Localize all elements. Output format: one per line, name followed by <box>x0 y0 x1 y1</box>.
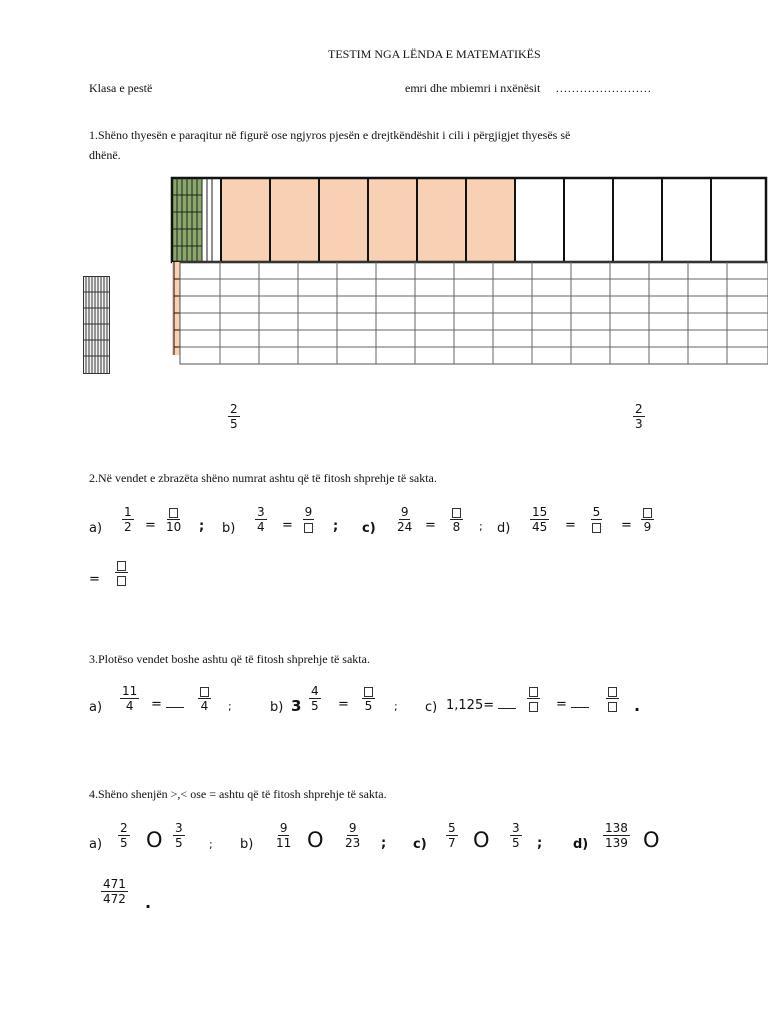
q3-label-b: b) <box>270 700 284 715</box>
q2-a-fraction-1: $\frac{1}{2}$ <box>124 505 132 534</box>
q2-d-equals-3: = <box>89 572 100 587</box>
q2-a-semicolon: ; <box>199 519 205 534</box>
q4-d-fraction-1: $\frac{138}{139}$ <box>605 821 628 850</box>
q2-label-c: c) <box>362 521 376 536</box>
q4-a-semicolon: ; <box>209 838 213 851</box>
q1-fraction-right: $\frac{2}{3}$ <box>635 402 643 431</box>
q2-d-blank-denominator[interactable] <box>592 523 601 533</box>
q3-a-blank-numerator[interactable] <box>200 687 209 697</box>
q3-c-fraction-2 <box>606 684 619 713</box>
upper-strip <box>172 178 766 262</box>
q1-fraction-left: $\frac{2}{5}$ <box>230 402 238 431</box>
q3-c-blank-2-numerator[interactable] <box>608 687 617 697</box>
q3-a-fraction-1: $\frac{11}{4}$ <box>122 684 138 713</box>
q1-instruction-line1: 1.Shëno thyesën e paraqitur në figurë ose ngjyros pjesën e drejtkëndëshit i cili i përgjigjet thyesës së <box>89 128 571 142</box>
q2-a-fraction-2: 10 <box>164 505 183 534</box>
q3-b-fraction-1: $\frac{4}{5}$ <box>311 684 319 713</box>
q4-a-comparison-circle[interactable]: O <box>146 828 163 852</box>
q3-a-semicolon: ; <box>228 700 232 713</box>
lower-grid[interactable] <box>180 262 768 364</box>
q3-b-fraction-2: 5 <box>362 684 375 713</box>
name-label-text: emri dhe mbiemri i nxënësit <box>405 81 541 95</box>
q3-c-blank-2-denominator[interactable] <box>608 702 617 712</box>
page-title: TESTIM NGA LËNDA E MATEMATIKËS <box>328 47 541 61</box>
q4-label-d: d) <box>573 837 589 852</box>
q2-c-equals: = <box>425 518 436 533</box>
q4-d-period: . <box>145 893 152 912</box>
small-striped-figure <box>83 276 110 374</box>
q3-b-semicolon: ; <box>394 700 398 713</box>
q2-instruction: 2.Në vendet e zbrazëta shëno numrat ashtu që të fitosh shprehje të sakta. <box>89 471 437 485</box>
q2-d-equals-2: = <box>621 518 632 533</box>
q3-c-blank-1-numerator[interactable] <box>529 687 538 697</box>
q4-c-semicolon: ; <box>537 836 543 851</box>
q4-a-fraction-1: $\frac{2}{5}$ <box>120 821 128 850</box>
q3-a-fraction-2: 4 <box>198 684 211 713</box>
name-dots[interactable]: …………………… <box>555 81 652 95</box>
q2-c-fraction-2: 8 <box>450 505 463 534</box>
q3-b-whole: 3 <box>291 697 302 715</box>
q4-c-comparison-circle[interactable]: O <box>473 828 490 852</box>
q2-d-fraction-4 <box>115 558 128 587</box>
q2-label-d: d) <box>497 521 511 536</box>
q2-d-blank-4-denominator[interactable] <box>117 576 126 586</box>
q4-b-fraction-1: $\frac{9}{11}$ <box>276 821 292 850</box>
q2-b-fraction-1: $\frac{3}{4}$ <box>257 505 265 534</box>
q4-d-comparison-circle[interactable]: O <box>643 828 660 852</box>
q4-b-comparison-circle[interactable]: O <box>307 828 324 852</box>
q2-label-b: b) <box>222 521 236 536</box>
q1-figure <box>80 175 768 375</box>
q3-c-fraction-1 <box>527 684 540 713</box>
q4-c-fraction-1: $\frac{5}{7}$ <box>448 821 456 850</box>
q3-c-blank-1-denominator[interactable] <box>529 702 538 712</box>
q2-d-fraction-1: $\frac{15}{45}$ <box>532 505 548 534</box>
q1-instruction-line2: dhënë. <box>89 148 121 162</box>
q3-a-blank-whole[interactable] <box>166 707 184 708</box>
q2-b-equals: = <box>282 518 293 533</box>
q2-d-blank-4-numerator[interactable] <box>117 561 126 571</box>
student-name-label <box>405 81 651 96</box>
q4-instruction: 4.Shëno shenjën >,< ose = ashtu që të fitosh shprehje të sakta. <box>89 787 387 801</box>
q2-c-blank-numerator[interactable] <box>452 508 461 518</box>
q3-label-a: a) <box>89 700 103 715</box>
q3-c-decimal: 1,125= <box>446 698 516 713</box>
q3-b-equals: = <box>338 697 349 712</box>
q4-label-c: c) <box>413 837 427 852</box>
q4-b-semicolon: ; <box>381 836 387 851</box>
q3-b-blank-numerator[interactable] <box>364 687 373 697</box>
q2-b-blank-denominator[interactable] <box>304 523 313 533</box>
q2-b-fraction-2: 9 <box>302 505 315 534</box>
q4-a-fraction-2: $\frac{3}{5}$ <box>175 821 183 850</box>
q2-label-a: a) <box>89 521 103 536</box>
q3-c-period: . <box>634 696 641 715</box>
q2-a-equals: = <box>145 518 156 533</box>
q4-c-fraction-2: $\frac{3}{5}$ <box>512 821 520 850</box>
q2-c-semicolon: ; <box>479 520 483 533</box>
q3-instruction: 3.Plotëso vendet boshe ashtu që të fitosh shprehje të sakta. <box>89 652 370 666</box>
q3-label-c: c) <box>425 700 438 715</box>
q4-d-fraction-2: $\frac{471}{472}$ <box>103 877 126 906</box>
q2-d-equals-1: = <box>565 518 576 533</box>
q4-label-a: a) <box>89 837 103 852</box>
q2-d-fraction-3: 9 <box>641 505 654 534</box>
q4-b-fraction-2: $\frac{9}{23}$ <box>345 821 361 850</box>
left-band <box>172 262 180 355</box>
q3-a-equals: = <box>151 697 184 712</box>
q3-c-equals: = <box>556 697 589 712</box>
q3-c-blank-whole-2[interactable] <box>571 707 589 708</box>
q2-d-fraction-2: 5 <box>590 505 603 534</box>
q3-c-blank-whole[interactable] <box>498 708 516 709</box>
q2-d-blank-numerator[interactable] <box>643 508 652 518</box>
q4-label-b: b) <box>240 837 254 852</box>
q2-a-blank-numerator[interactable] <box>169 508 178 518</box>
q2-b-semicolon: ; <box>333 519 339 534</box>
q2-c-fraction-1: $\frac{9}{24}$ <box>397 505 413 534</box>
class-label: Klasa e pestë <box>89 81 153 95</box>
